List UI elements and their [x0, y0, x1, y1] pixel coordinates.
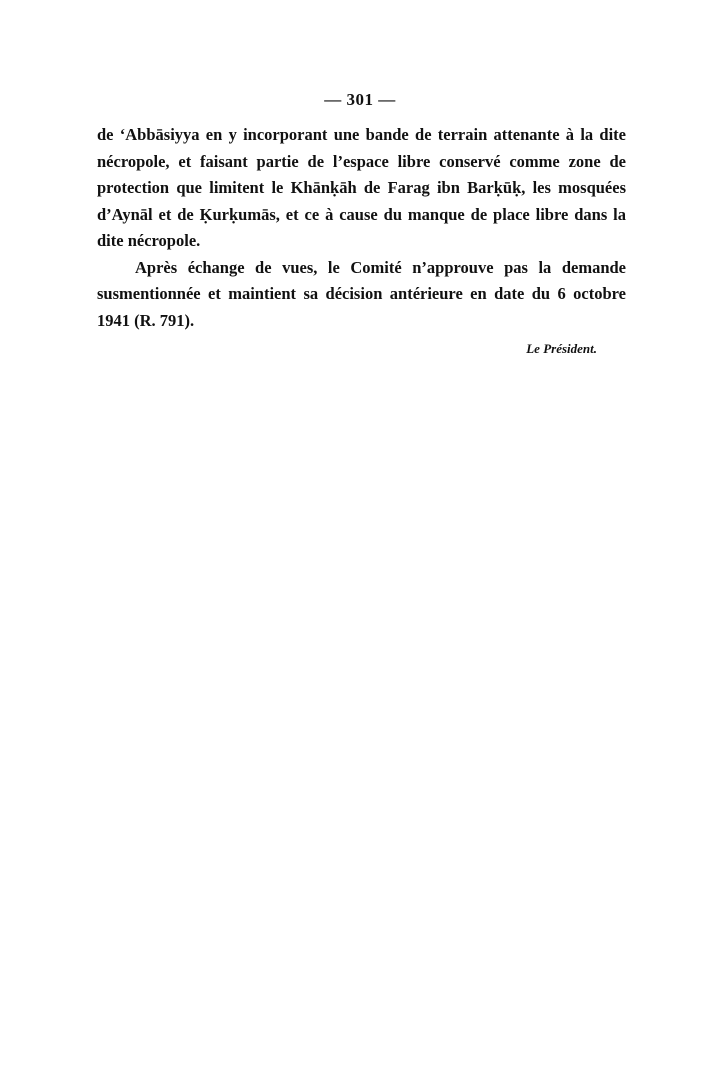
body-text [97, 122, 626, 334]
paragraph-1: de ‘Abbāsiyya en y incorporant une bande de terrain attenante à la dite nécropole, et faisant partie de l’espace libre conservé comme zone de protection que limitent le Khānḳāh de Farag ibn Barḳūḳ, les mosquées d’Aynāl et de Ḳurḳumās, et ce à cause du manque de place libre dans la dite nécropole. [97, 125, 626, 250]
signature: Le Président. [526, 341, 597, 356]
paragraph-2: Après échange de vues, le Comité n’approuve pas la demande susmentionnée et maintient sa décision antérieure en date du 6 octobre 1941 (R. 791). [97, 257, 626, 330]
page-number: — 301 — [324, 90, 396, 109]
